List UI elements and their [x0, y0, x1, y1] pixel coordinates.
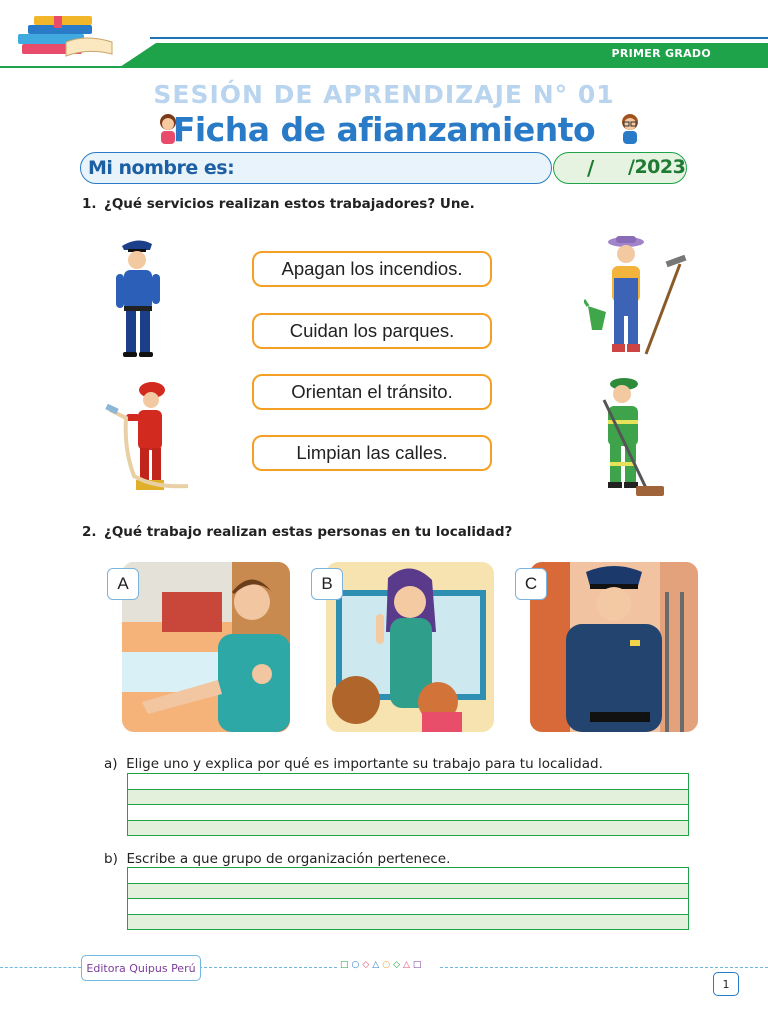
- footer-rule-left: [0, 967, 81, 968]
- police-officer-illustration: [108, 236, 170, 360]
- picture-a-shopkeeper: [122, 562, 290, 732]
- firefighter-illustration: [104, 380, 190, 496]
- worksheet-title: Ficha de afianzamiento: [172, 110, 596, 149]
- option-apagan[interactable]: Apagan los incendios.: [252, 251, 492, 287]
- question-1-number: 1.: [82, 196, 97, 212]
- header-blue-rule: [150, 37, 768, 39]
- sub-question-b: [104, 851, 450, 867]
- answer-lines-a[interactable]: [127, 773, 689, 836]
- session-title: SESIÓN DE APRENDIZAJE N° 01: [153, 80, 615, 109]
- sub-b-text: Escribe a que grupo de organización pertenece.: [126, 851, 451, 867]
- books-logo: [14, 12, 124, 62]
- page-number: 1: [713, 972, 739, 996]
- date-year: /2023: [628, 156, 686, 178]
- question-2: [82, 524, 512, 540]
- picture-c-label: C: [515, 568, 547, 600]
- picture-b-label: B: [311, 568, 343, 600]
- street-sweeper-illustration: [590, 374, 666, 500]
- answer-lines-b[interactable]: [127, 867, 689, 930]
- publisher-label: Editora Quipus Perú: [81, 955, 201, 981]
- picture-a-label: A: [107, 568, 139, 600]
- option-orientan[interactable]: Orientan el tránsito.: [252, 374, 492, 410]
- grade-label: PRIMER GRADO: [611, 47, 711, 60]
- footer-rule-mid: [199, 967, 337, 968]
- question-2-number: 2.: [82, 524, 97, 540]
- sub-b-marker: b): [104, 851, 118, 867]
- option-cuidan[interactable]: Cuidan los parques.: [252, 313, 492, 349]
- sub-a-marker: a): [104, 756, 118, 772]
- gardener-illustration: [584, 234, 690, 358]
- option-limpian[interactable]: Limpian las calles.: [252, 435, 492, 471]
- header-green-rule: [0, 66, 768, 68]
- picture-c-guard: [530, 562, 698, 732]
- footer-rule-right: [440, 967, 768, 968]
- question-1-text: ¿Qué servicios realizan estos trabajadores? Une.: [104, 196, 475, 212]
- date-separator: /: [587, 156, 595, 180]
- sub-a-text: Elige uno y explica por qué es importante su trabajo para tu localidad.: [126, 756, 603, 772]
- question-2-text: ¿Qué trabajo realizan estas personas en tu localidad?: [104, 524, 513, 540]
- decorative-shapes-icon: □○◇△○◇△□: [340, 960, 425, 970]
- question-1: [82, 196, 475, 212]
- boy-icon: [618, 112, 642, 146]
- picture-b-teacher: [326, 562, 494, 732]
- sub-question-a: [104, 756, 603, 772]
- name-label: Mi nombre es:: [88, 157, 235, 179]
